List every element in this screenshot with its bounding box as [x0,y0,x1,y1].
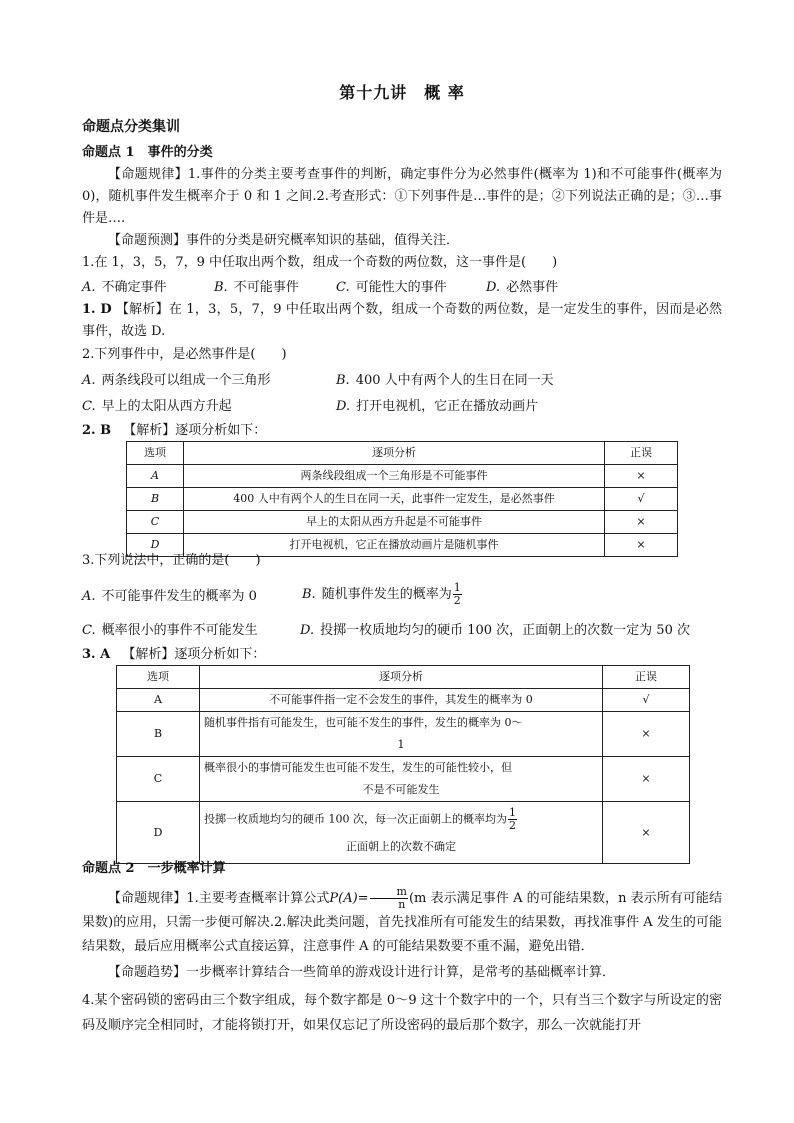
table-cell: 打开电视机，它正在播放动画片是随机事件 [184,534,605,557]
table-cell: 概率很小的事情可能发生也可能不发生，发生的可能性较小，但 不是不可能发生 [200,757,603,802]
table-cell: √ [605,488,678,511]
q2-answer: 2. B [82,423,112,438]
table-cell: C [117,757,200,802]
table-row [127,488,678,511]
q2-analysis: 【解析】逐项分析如下： [123,423,267,438]
q3-option-a: A. 不可能事件发生的概率为 0 [82,589,257,604]
table-header: 逐项分析 [200,666,603,689]
table-cell: D [127,534,184,557]
q2-option-b: B. 400 人中有两个人的生日在同一天 [336,373,554,388]
table-row [127,511,678,534]
point1-heading: 命题点 1 事件的分类 [82,145,213,160]
q3-stem: 3.下列说法中，正确的是( ) [82,553,261,568]
table-cell: × [603,712,690,757]
table-header: 选项 [117,666,200,689]
q3-analysis: 【解析】逐项分析如下： [122,647,266,662]
table-header-row [127,442,678,465]
q1-option-c: C. 可能性大的事件 [336,280,447,295]
formula: P(A)= [329,891,369,906]
table-cell: C [127,511,184,534]
q1-option-d: D. 必然事件 [486,280,559,295]
table-cell: B [127,488,184,511]
q3-option-d: D. 投掷一枚质地均匀的硬币 100 次，正面朝上的次数一定为 50 次 [300,623,690,638]
q2-option-d: D. 打开电视机，它正在播放动画片 [336,399,539,414]
point1-predict: 【命题预测】事件的分类是研究概率知识的基础，值得关注． [108,233,460,248]
table-cell: 400 人中有两个人的生日在同一天，此事件一定发生，是必然事件 [184,488,605,511]
table-row [117,689,690,712]
table-header: 选项 [127,442,184,465]
table-header: 正误 [603,666,690,689]
table-cell: A [127,465,184,488]
table-cell: × [605,511,678,534]
table-cell: × [605,465,678,488]
point1-rule: 【命题规律】1.事件的分类主要考查事件的判断，确定事件分为必然事件(概率为 1)和不可能事件(概率为 0)，随机事件发生概率介于 0 和 1 之间.2.考查形式：①下列事件是…事件的是；②下列说法正确的是；③…事件是…. [82,167,722,226]
table-header: 正误 [605,442,678,465]
q3-option-b: B. 随机事件发生的概率为 $\frac{1}{2}$ [302,581,461,607]
q3-answer-block [82,644,722,666]
table-cell: × [603,757,690,802]
q3-answer: 3. A [82,647,111,662]
table-cell: A [117,689,200,712]
table-cell: 随机事件指有可能发生，也可能不发生的事件，发生的概率为 0～ 1 [200,712,603,757]
page-title: 第十九讲 概 率 [339,83,465,102]
q1-option-b: B. 不可能事件 [214,280,299,295]
q4-stem: 4.某个密码锁的密码由三个数字组成，每个数字都是 0～9 这十个数字中的一个，只有当三个数字与所设定的密码及顺序完全相同时，才能将锁打开，如果仅忘记了所设密码的最后那个数字，那么一次就能打开 [82,993,722,1033]
point2-trend: 【命题趋势】一步概率计算结合一些简单的游戏设计进行计算，是常考的基础概率计算． [108,965,616,980]
q1-analysis: 【解析】在 1，3，5，7，9 中任取出两个数，组成一个奇数的两位数，是一定发生的事件，因而是必然事件，故选 D. [82,302,722,339]
table-header-row [117,666,690,689]
point2-heading: 命题点 2 一步概率计算 [82,861,226,876]
q3-analysis-table [116,665,690,864]
table-cell: D [117,802,200,864]
point2-rule: 【命题规律】1.主要考查概率计算公式P(A)= $\frac{m}{n}$ (m 表示满足事件 A 的可能结果数，n 表示所有可能结果数)的应用，只需一步便可解决.2.解决此类问题，首先找准所有可能发生的结果数，再找准事件 A 发生的可能结果数，最后应用概率公式直接运算，注意事件 A 的可能结果数要不重不漏，避免出错． [82,885,722,954]
formula-fraction: $\frac{m}{n}$ [370,886,408,911]
table-cell: 不可能事件指一定不会发生的事件，其发生的概率为 0 [200,689,603,712]
q2-answer-block [82,420,722,442]
q1-answer-block [82,299,722,343]
table-row [117,757,690,802]
table-row [117,712,690,757]
q2-option-c: C. 早上的太阳从西方升起 [82,399,232,414]
table-cell: 投掷一枚质地均匀的硬币 100 次，每一次正面朝上的概率均为 $\frac{1}{2}$ 正面朝上的次数不确定 [200,802,603,864]
section-heading: 命题点分类集训 [82,119,180,135]
table-row [127,465,678,488]
q2-analysis-table [126,441,678,557]
q1-answer: 1. D [82,302,112,317]
table-cell: √ [603,689,690,712]
q2-stem: 2.下列事件中，是必然事件是( ) [82,347,287,362]
table-header: 逐项分析 [184,442,605,465]
table-cell: 两条线段组成一个三角形是不可能事件 [184,465,605,488]
fraction-one-half: $\frac{1}{2}$ [453,581,461,607]
q3-option-c: C. 概率很小的事件不可能发生 [82,623,258,638]
fraction-one-half: $\frac{1}{2}$ [509,806,516,832]
table-cell: × [605,534,678,557]
q1-option-a: A. 不确定事件 [82,280,167,295]
q2-option-a: A. 两条线段可以组成一个三角形 [82,373,271,388]
q1-stem: 1.在 1，3，5，7，9 中任取出两个数，组成一个奇数的两位数，这一事件是( ) [82,255,558,270]
table-cell: × [603,802,690,864]
table-row [117,802,690,864]
table-cell: B [117,712,200,757]
table-cell: 早上的太阳从西方升起是不可能事件 [184,511,605,534]
